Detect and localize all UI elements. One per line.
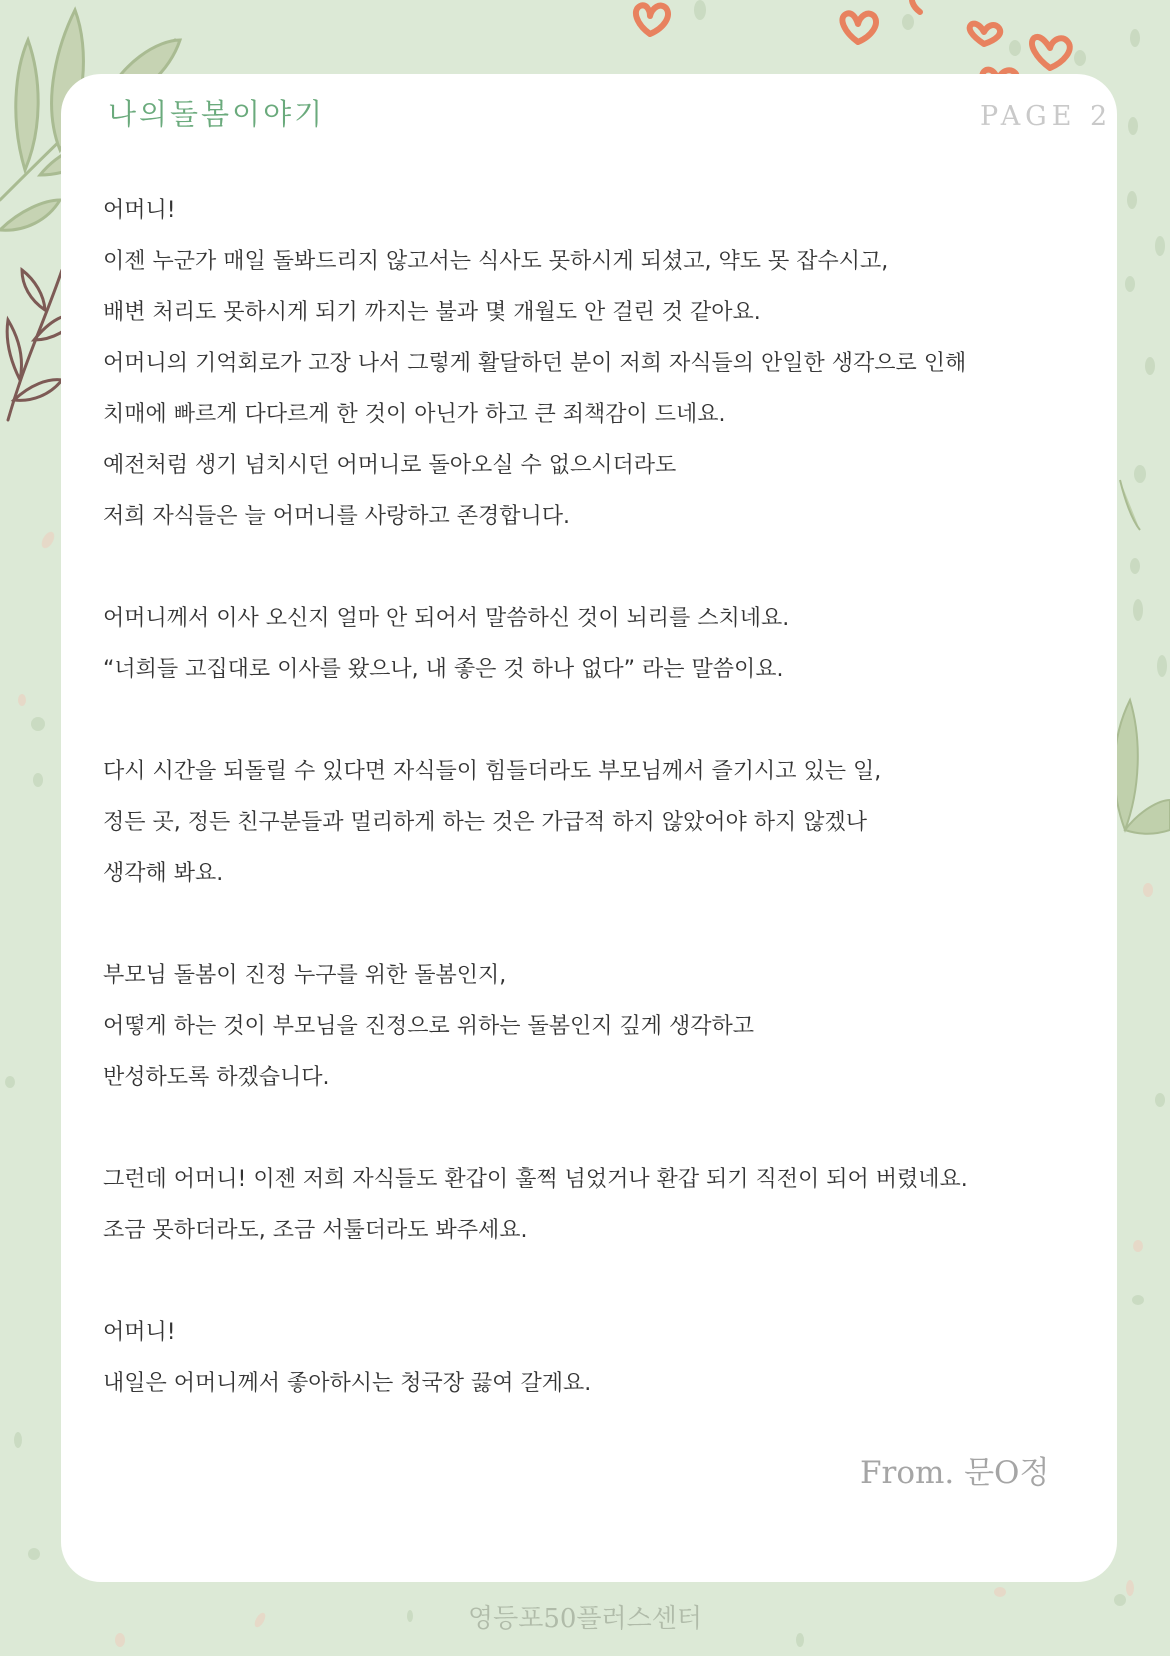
page-title: 나의돌봄이야기 xyxy=(108,97,326,131)
letter-line: 이젠 누군가 매일 돌봐드리지 않고서는 식사도 못하시게 되셨고, 약도 못 잡수시고, xyxy=(103,249,889,274)
letter-line: 정든 곳, 정든 친구분들과 멀리하게 하는 것은 가급적 하지 않았어야 하지 않겠나 xyxy=(103,810,867,835)
letter-line: 그런데 어머니! 이젠 저희 자식들도 환갑이 훌쩍 넘었거나 환갑 되기 직전이 되어 버렸네요. xyxy=(103,1167,968,1192)
paragraph-spacer xyxy=(103,1256,1063,1307)
organization-footer: 영등포50플러스센터 xyxy=(467,1604,702,1634)
paragraph-spacer xyxy=(103,899,1063,950)
paragraph-spacer xyxy=(103,542,1063,593)
letter-line: 어머니! xyxy=(103,1320,176,1345)
letter-line: 저희 자식들은 늘 어머니를 사랑하고 존경합니다. xyxy=(103,504,571,529)
letter-line: 생각해 봐요. xyxy=(103,861,224,886)
letter-line: 부모님 돌봄이 진정 누구를 위한 돌봄인지, xyxy=(103,963,507,988)
paragraph-spacer xyxy=(103,695,1063,746)
letter-line: 예전처럼 생기 넘치시던 어머니로 돌아오실 수 없으시더라도 xyxy=(103,453,677,478)
paragraph-spacer xyxy=(103,1103,1063,1154)
letter-line: 어떻게 하는 것이 부모님을 진정으로 위하는 돌봄인지 깊게 생각하고 xyxy=(103,1014,755,1039)
letter-line: “너희들 고집대로 이사를 왔으나, 내 좋은 것 하나 없다” 라는 말씀이요. xyxy=(103,657,784,682)
page-number: PAGE 2 xyxy=(980,101,1113,132)
letter-line: 어머니! xyxy=(103,198,176,223)
letter-line: 내일은 어머니께서 좋아하시는 청국장 끓여 갈게요. xyxy=(103,1371,592,1396)
letter-line: 반성하도록 하겠습니다. xyxy=(103,1065,330,1090)
letter-line: 조금 못하더라도, 조금 서툴더라도 봐주세요. xyxy=(103,1218,528,1243)
letter-line: 어머니께서 이사 오신지 얼마 안 되어서 말씀하신 것이 뇌리를 스치네요. xyxy=(103,606,790,631)
letter-line: 다시 시간을 되돌릴 수 있다면 자식들이 힘들더라도 부모님께서 즐기시고 있는 일, xyxy=(103,759,882,784)
letter-body xyxy=(103,185,1063,1409)
letter-line: 배변 처리도 못하시게 되기 까지는 불과 몇 개월도 안 걸린 것 같아요. xyxy=(103,300,761,325)
letter-line: 치매에 빠르게 다다르게 한 것이 아닌가 하고 큰 죄책감이 드네요. xyxy=(103,402,726,427)
signature: From. 문O정 xyxy=(860,1455,1050,1491)
letter-line: 어머니의 기억회로가 고장 나서 그렇게 활달하던 분이 저희 자식들의 안일한 생각으로 인해 xyxy=(103,351,967,376)
